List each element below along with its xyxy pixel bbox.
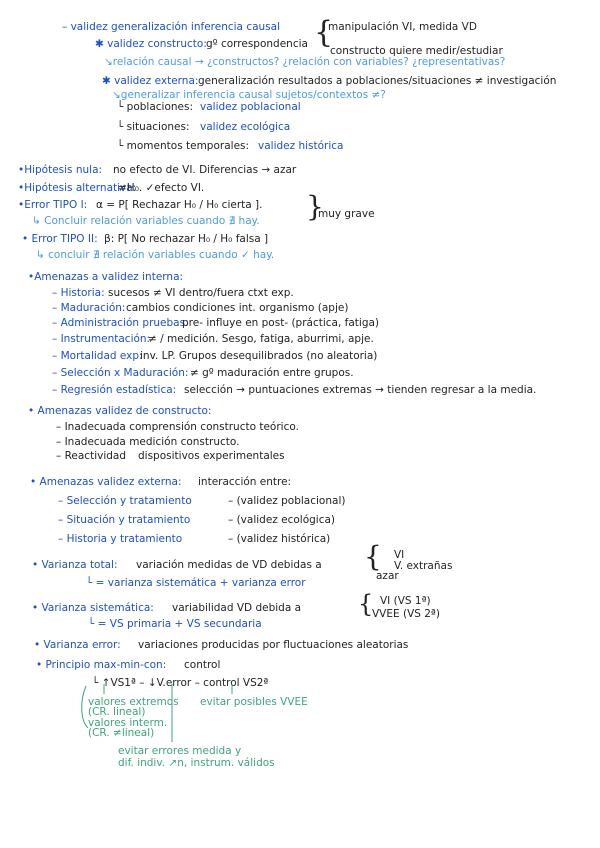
note-line: • Error TIPO II: <box>22 233 98 245</box>
note-line: validez histórica <box>258 140 344 152</box>
note-line: • Principio max-min-con: <box>36 659 167 671</box>
note-line: – (validez poblacional) <box>228 495 346 507</box>
note-line: variabilidad VD debida a <box>172 602 302 614</box>
note-line: sucesos ≠ VI dentro/fuera ctxt exp. <box>108 287 294 299</box>
note-line: ≠H₀. ✓efecto VI. <box>118 182 205 194</box>
brace-muy-grave: } <box>306 190 324 223</box>
note-line: ↳ Concluir relación variables cuando ∄ hay. <box>32 215 260 227</box>
note-line: manipulación VI, medida VD <box>328 21 477 33</box>
note-line: ↳ concluir ∄ relación variables cuando ✓ hay. <box>36 249 275 261</box>
note-line: α = P[ Rechazar H₀ / H₀ cierta ]. <box>96 199 263 211</box>
note-line: VVEE (VS 2ª) <box>372 608 440 620</box>
note-line: ✱ validez externa: <box>102 75 199 87</box>
note-line: ↘relación causal → ¿constructos? ¿relación con variables? ¿representativas? <box>104 56 506 68</box>
note-line: – (validez histórica) <box>228 533 331 545</box>
note-line: dif. indiv. ↗n, instrum. válidos <box>118 757 275 769</box>
note-line: – Mortalidad exp: <box>52 350 143 362</box>
note-line: •Error TIPO I: <box>18 199 88 211</box>
note-line: – Maduración: <box>52 302 126 314</box>
note-line: •Hipótesis alternativa: <box>18 182 137 194</box>
note-line: generalización resultados a poblaciones/situaciones ≠ investigación <box>198 75 557 87</box>
note-line: •Amenazas a validez interna: <box>28 271 184 283</box>
note-line: •Hipótesis nula: <box>18 164 103 176</box>
note-line: – Selección x Maduración: <box>52 367 189 379</box>
note-line: control <box>184 659 221 671</box>
brace-validez: { <box>314 15 334 50</box>
note-line: evitar posibles VVEE <box>200 696 308 708</box>
note-line: (CR. ≠lineal) <box>88 727 155 739</box>
note-line: – (validez ecológica) <box>228 514 336 526</box>
note-line: ≠ / medición. Sesgo, fatiga, aburrimi, apje. <box>148 333 374 345</box>
note-line: – validez generalización inferencia causal <box>62 21 280 33</box>
note-line: inv. LP. Grupos desequilibrados (no aleatoria) <box>140 350 378 362</box>
note-line: VI (VS 1ª) <box>380 595 431 607</box>
note-line: └ = VS primaria + VS secundaria <box>88 618 262 630</box>
note-line: β: P[ No rechazar H₀ / H₀ falsa ] <box>104 233 269 245</box>
brace-varianza-total: { <box>364 540 382 573</box>
note-line: no efecto de VI. Diferencias → azar <box>113 164 297 176</box>
note-line: cambios condiciones int. organismo (apje) <box>126 302 349 314</box>
note-line: • Amenazas validez de constructo: <box>28 405 212 417</box>
note-line: VI <box>394 549 405 561</box>
note-line: gº correspondencia <box>206 38 308 50</box>
note-line: – Historia: <box>52 287 105 299</box>
note-line: valores interm. <box>88 717 168 729</box>
note-line: selección → puntuaciones extremas → tienden regresar a la media. <box>184 384 537 396</box>
note-line: constructo quiere medir/estudiar <box>330 45 503 57</box>
note-line: └ = varianza sistemática + varianza error <box>86 577 306 589</box>
note-line: – Inadecuada comprensión constructo teórico. <box>56 421 299 433</box>
note-line: ↘generalizar inferencia causal sujetos/contextos ≠? <box>112 89 386 101</box>
note-line: – Administración pruebas: <box>52 317 189 329</box>
note-line: • Amenazas validez externa: <box>30 476 182 488</box>
note-line: └ momentos temporales: <box>117 140 250 152</box>
note-line: ✱ validez constructo: <box>95 38 207 50</box>
note-line: valores extremos <box>88 696 179 708</box>
note-line: └ situaciones: <box>117 121 190 133</box>
note-line: variaciones producidas por fluctuaciones aleatorias <box>138 639 409 651</box>
note-line: ≠ gº maduración entre grupos. <box>190 367 354 379</box>
note-line: validez poblacional <box>200 101 301 113</box>
note-line: muy grave <box>318 208 375 220</box>
note-line: validez ecológica <box>200 121 291 133</box>
note-line: • Varianza error: <box>34 639 121 651</box>
note-line: pre- influye en post- (práctica, fatiga) <box>182 317 380 329</box>
note-line: • Varianza total: <box>32 559 118 571</box>
note-line: azar <box>376 570 399 582</box>
note-line: – Inadecuada medición constructo. <box>56 436 240 448</box>
note-line: – Instrumentación: <box>52 333 151 345</box>
note-line: • Varianza sistemática: <box>32 602 154 614</box>
note-line: – Selección y tratamiento <box>58 495 192 507</box>
note-line: V. extrañas <box>394 560 453 572</box>
note-line: evitar errores medida y <box>118 745 242 757</box>
note-line: – Regresión estadística: <box>52 384 177 396</box>
arrow-valores-interm <box>82 686 88 728</box>
note-line: – Situación y tratamiento <box>58 514 191 526</box>
note-line: variación medidas de VD debidas a <box>136 559 322 571</box>
note-line: dispositivos experimentales <box>138 450 285 462</box>
note-line: – Reactividad <box>56 450 127 462</box>
note-line: – Historia y tratamiento <box>58 533 183 545</box>
note-line: interacción entre: <box>198 476 292 488</box>
brace-varianza-sistematica: { <box>358 590 374 618</box>
note-line: (CR. lineal) <box>88 706 146 718</box>
note-line: └ ↑VS1ª – ↓V.error – control VS2ª <box>92 677 269 689</box>
note-line: └ poblaciones: <box>117 101 194 113</box>
